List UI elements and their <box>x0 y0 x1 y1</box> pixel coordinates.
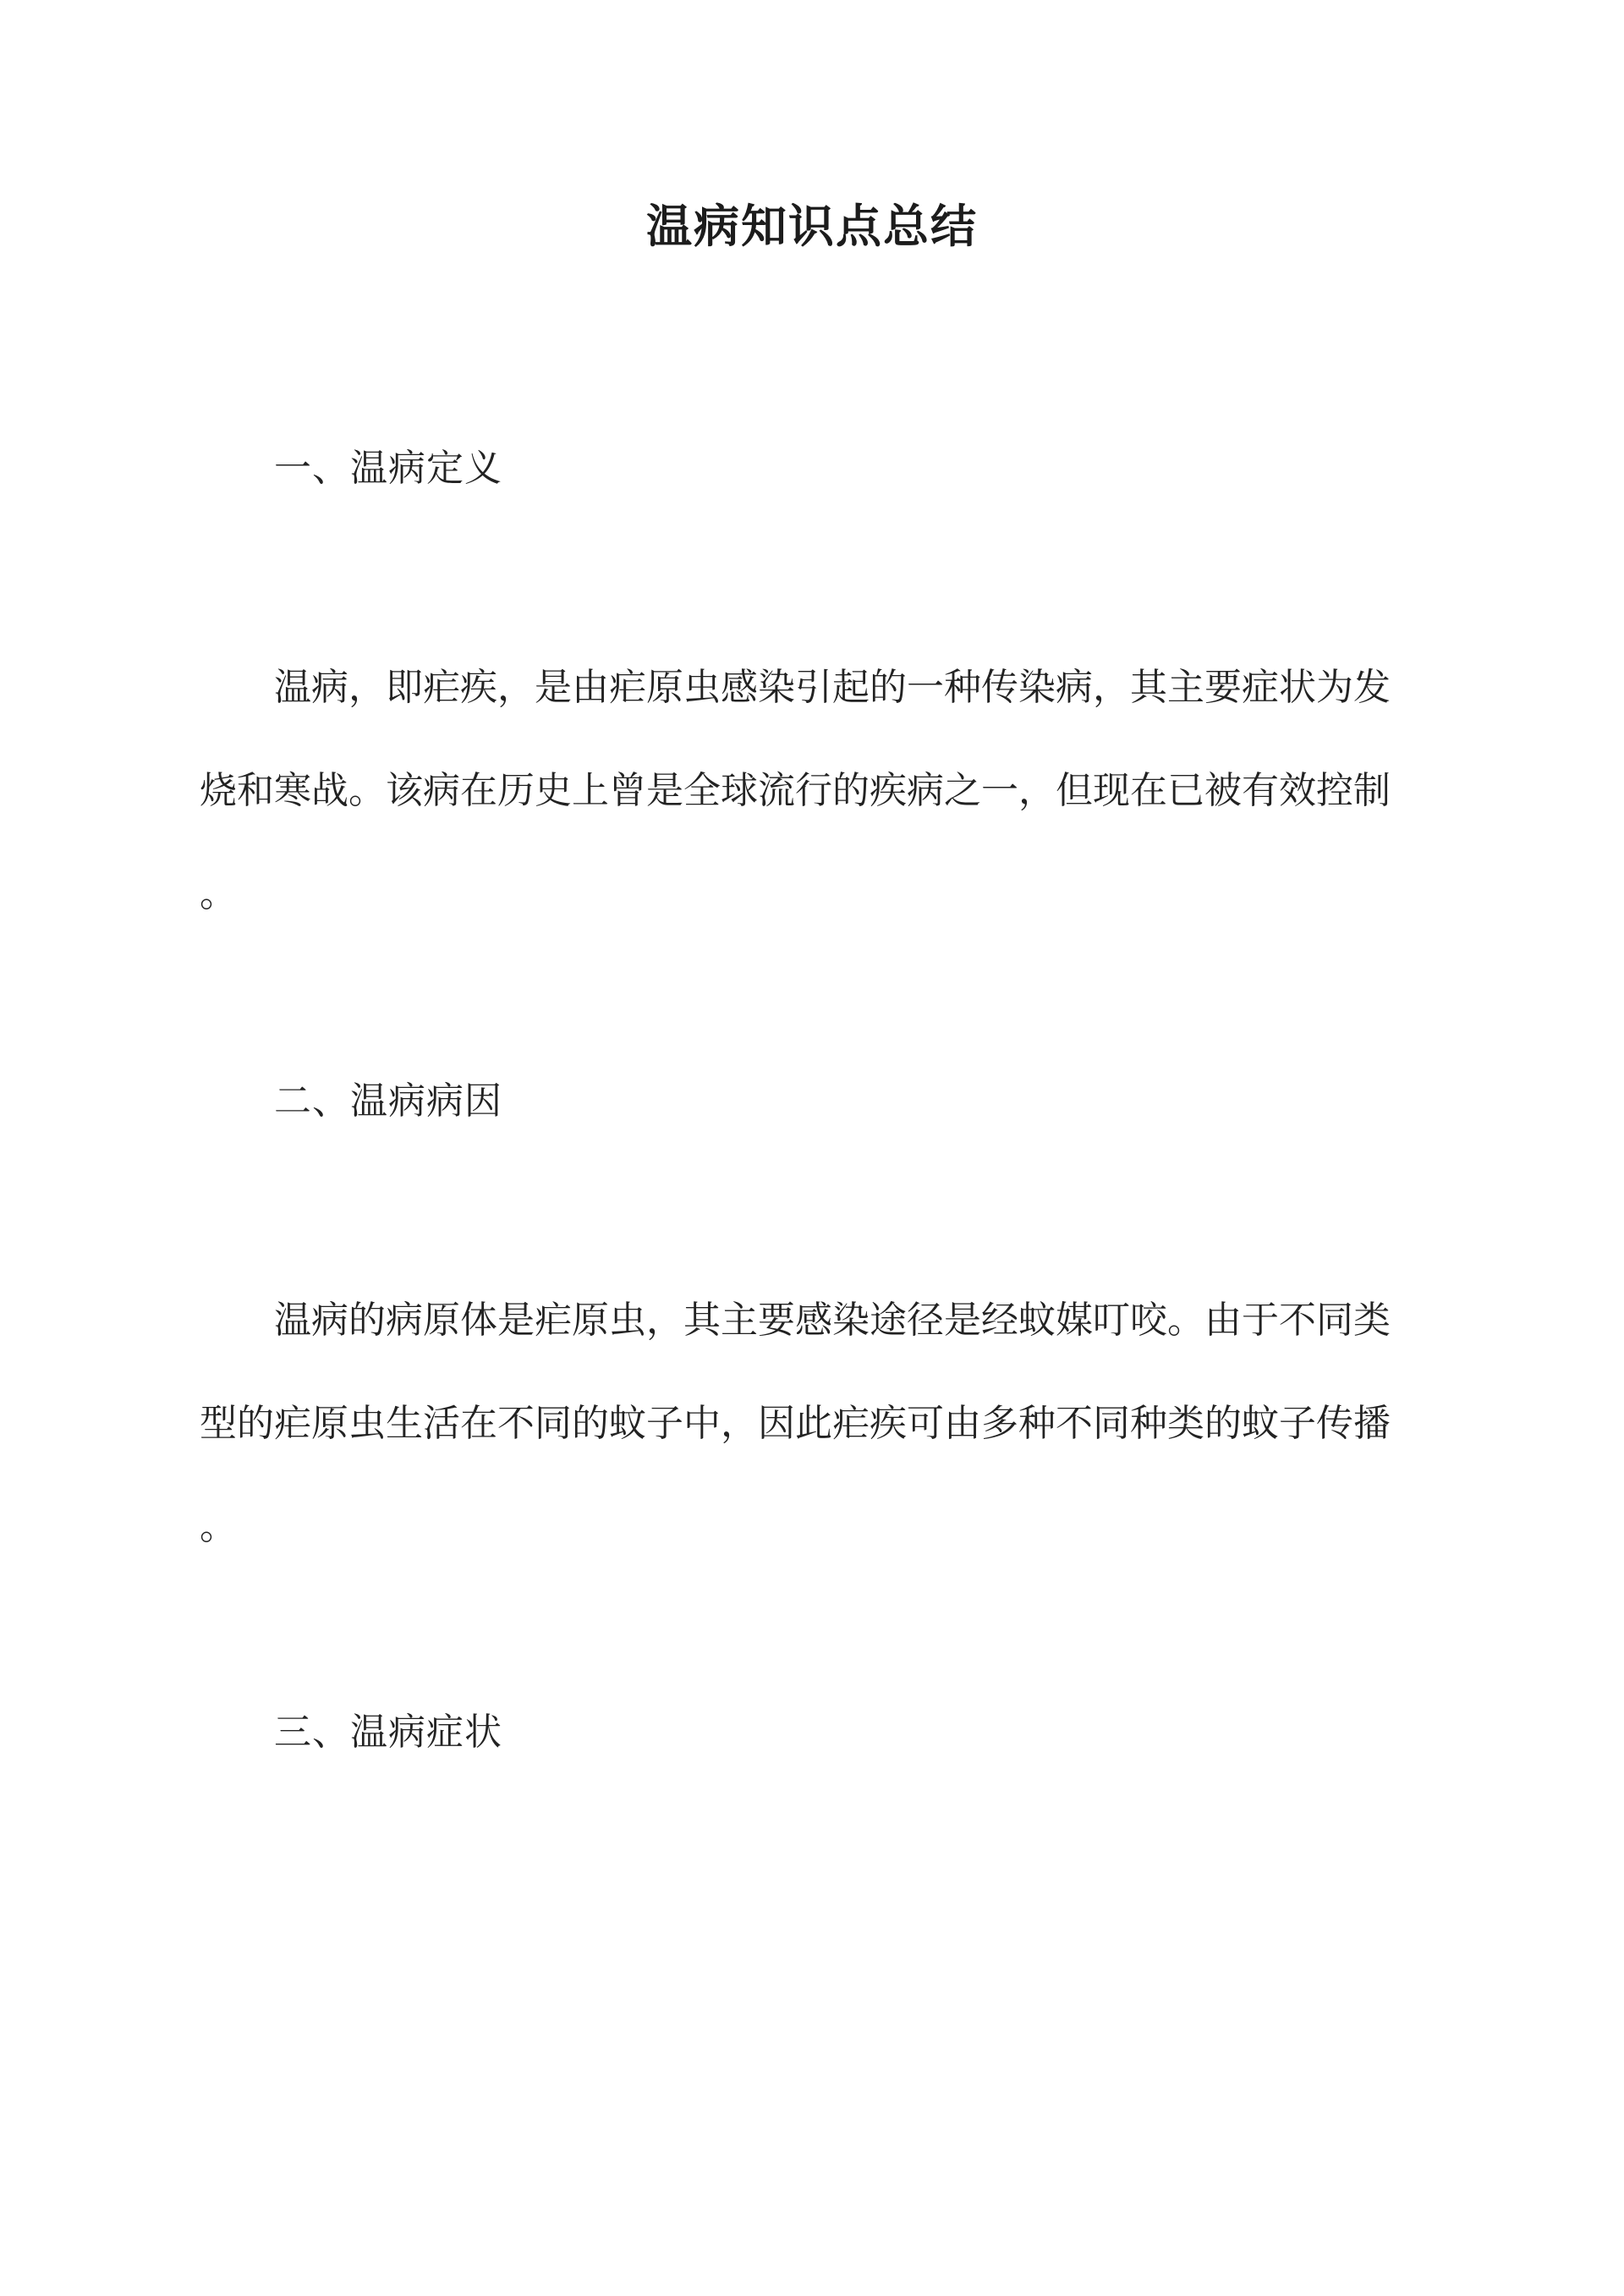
paragraph-line: 。 <box>200 1505 237 1548</box>
section-paragraph-cause <box>200 1269 1426 1579</box>
section-heading-symptoms: 三、温病症状 <box>274 1711 502 1754</box>
paragraph-line: 型的疟原虫生活在不同的蚊子中，因此疟疾可由多种不同种类的蚊子传播 <box>200 1402 1391 1445</box>
section-heading-cause: 二、温病病因 <box>274 1079 502 1123</box>
paragraph-line: 温病的病原体是疟原虫，其主要感染途径是经蚊媒叮咬。由于不同类 <box>274 1299 1391 1342</box>
section-heading-definition: 一、温病定义 <box>274 447 502 490</box>
paragraph-line: 烧和寒战。该病在历史上曾是全球流行的疾病之一，但现在已被有效控制 <box>200 769 1391 812</box>
paragraph-line: 。 <box>200 872 237 915</box>
section-paragraph-definition <box>200 636 1426 946</box>
page-title: 温病知识点总结 <box>646 199 978 253</box>
paragraph-line: 温病，即疟疾，是由疟原虫感染引起的一种传染病，其主要症状为发 <box>274 666 1391 709</box>
